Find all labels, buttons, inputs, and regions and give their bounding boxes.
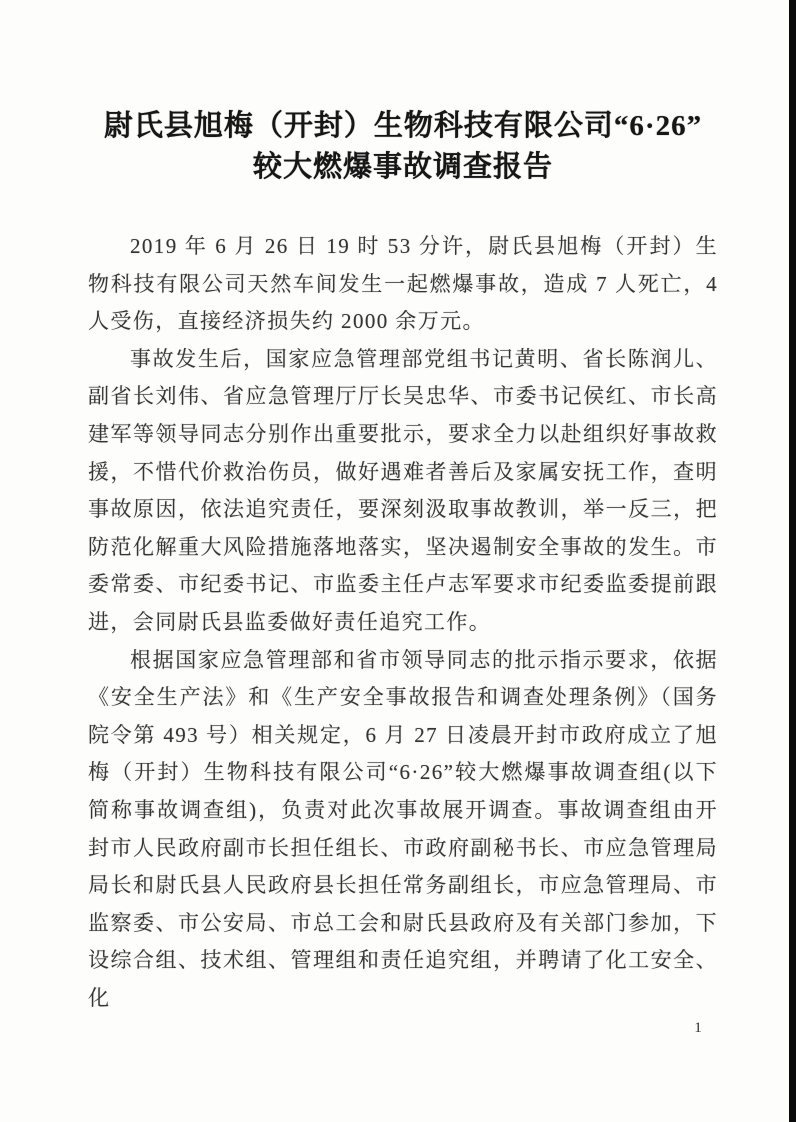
scan-edge-artifact (789, 0, 796, 1122)
page-number: 1 (694, 1020, 702, 1036)
paragraph-incident-summary: 2019 年 6 月 26 日 19 时 53 分许，尉氏县旭梅（开封）生物科技有限公司天然车间发生一起燃爆事故，造成 7 人死亡，4 人受伤，直接经济损失约 2000 余万元。 (88, 234, 718, 334)
paragraph-leader-instructions: 事故发生后，国家应急管理部党组书记黄明、省长陈润儿、副省长刘伟、省应急管理厅厅长吴忠华、市委书记侯红、市长高建军等领导同志分别作出重要批示，要求全力以赴组织好事故救援，不惜代价救治伤员，做好遇难者善后及家属安抚工作，查明事故原因，依法追究责任，要深刻汲取事故教训，举一反三，把防范化解重大风险措施落地落实，坚决遏制安全事故的发生。市委常委、市纪委书记、市监委主任卢志军要求市纪委监委提前跟进，会同尉氏县监委做好责任追究工作。 (88, 346, 718, 634)
report-title-line2: 较大燃爆事故调查报告 (252, 151, 553, 183)
paragraph-investigation-team: 根据国家应急管理部和省市领导同志的批示指示要求，依据《安全生产法》和《生产安全事故报告和调查处理条例》（国务院令第 493 号）相关规定，6 月 27 日凌晨开封市政府成立了旭梅（开封）生物科技有限公司“6·26”较大燃爆事故调查组(以下简称事故调查组)，负责对此次事故展开调查。事故调查组由开封市人民政府副市长担任组长、市政府副秘书长、市应急管理局局长和尉氏县人民政府县长担任常务副组长，市应急管理局、市监察委、市公安局、市总工会和尉氏县政府及有关部门参加，下设综合组、技术组、管理组和责任追究组，并聘请了化工安全、化 (88, 647, 718, 1010)
report-title-line1: 尉氏县旭梅（开封）生物科技有限公司“6·26” (103, 110, 703, 142)
report-title (88, 106, 718, 188)
report-body (88, 228, 718, 1017)
